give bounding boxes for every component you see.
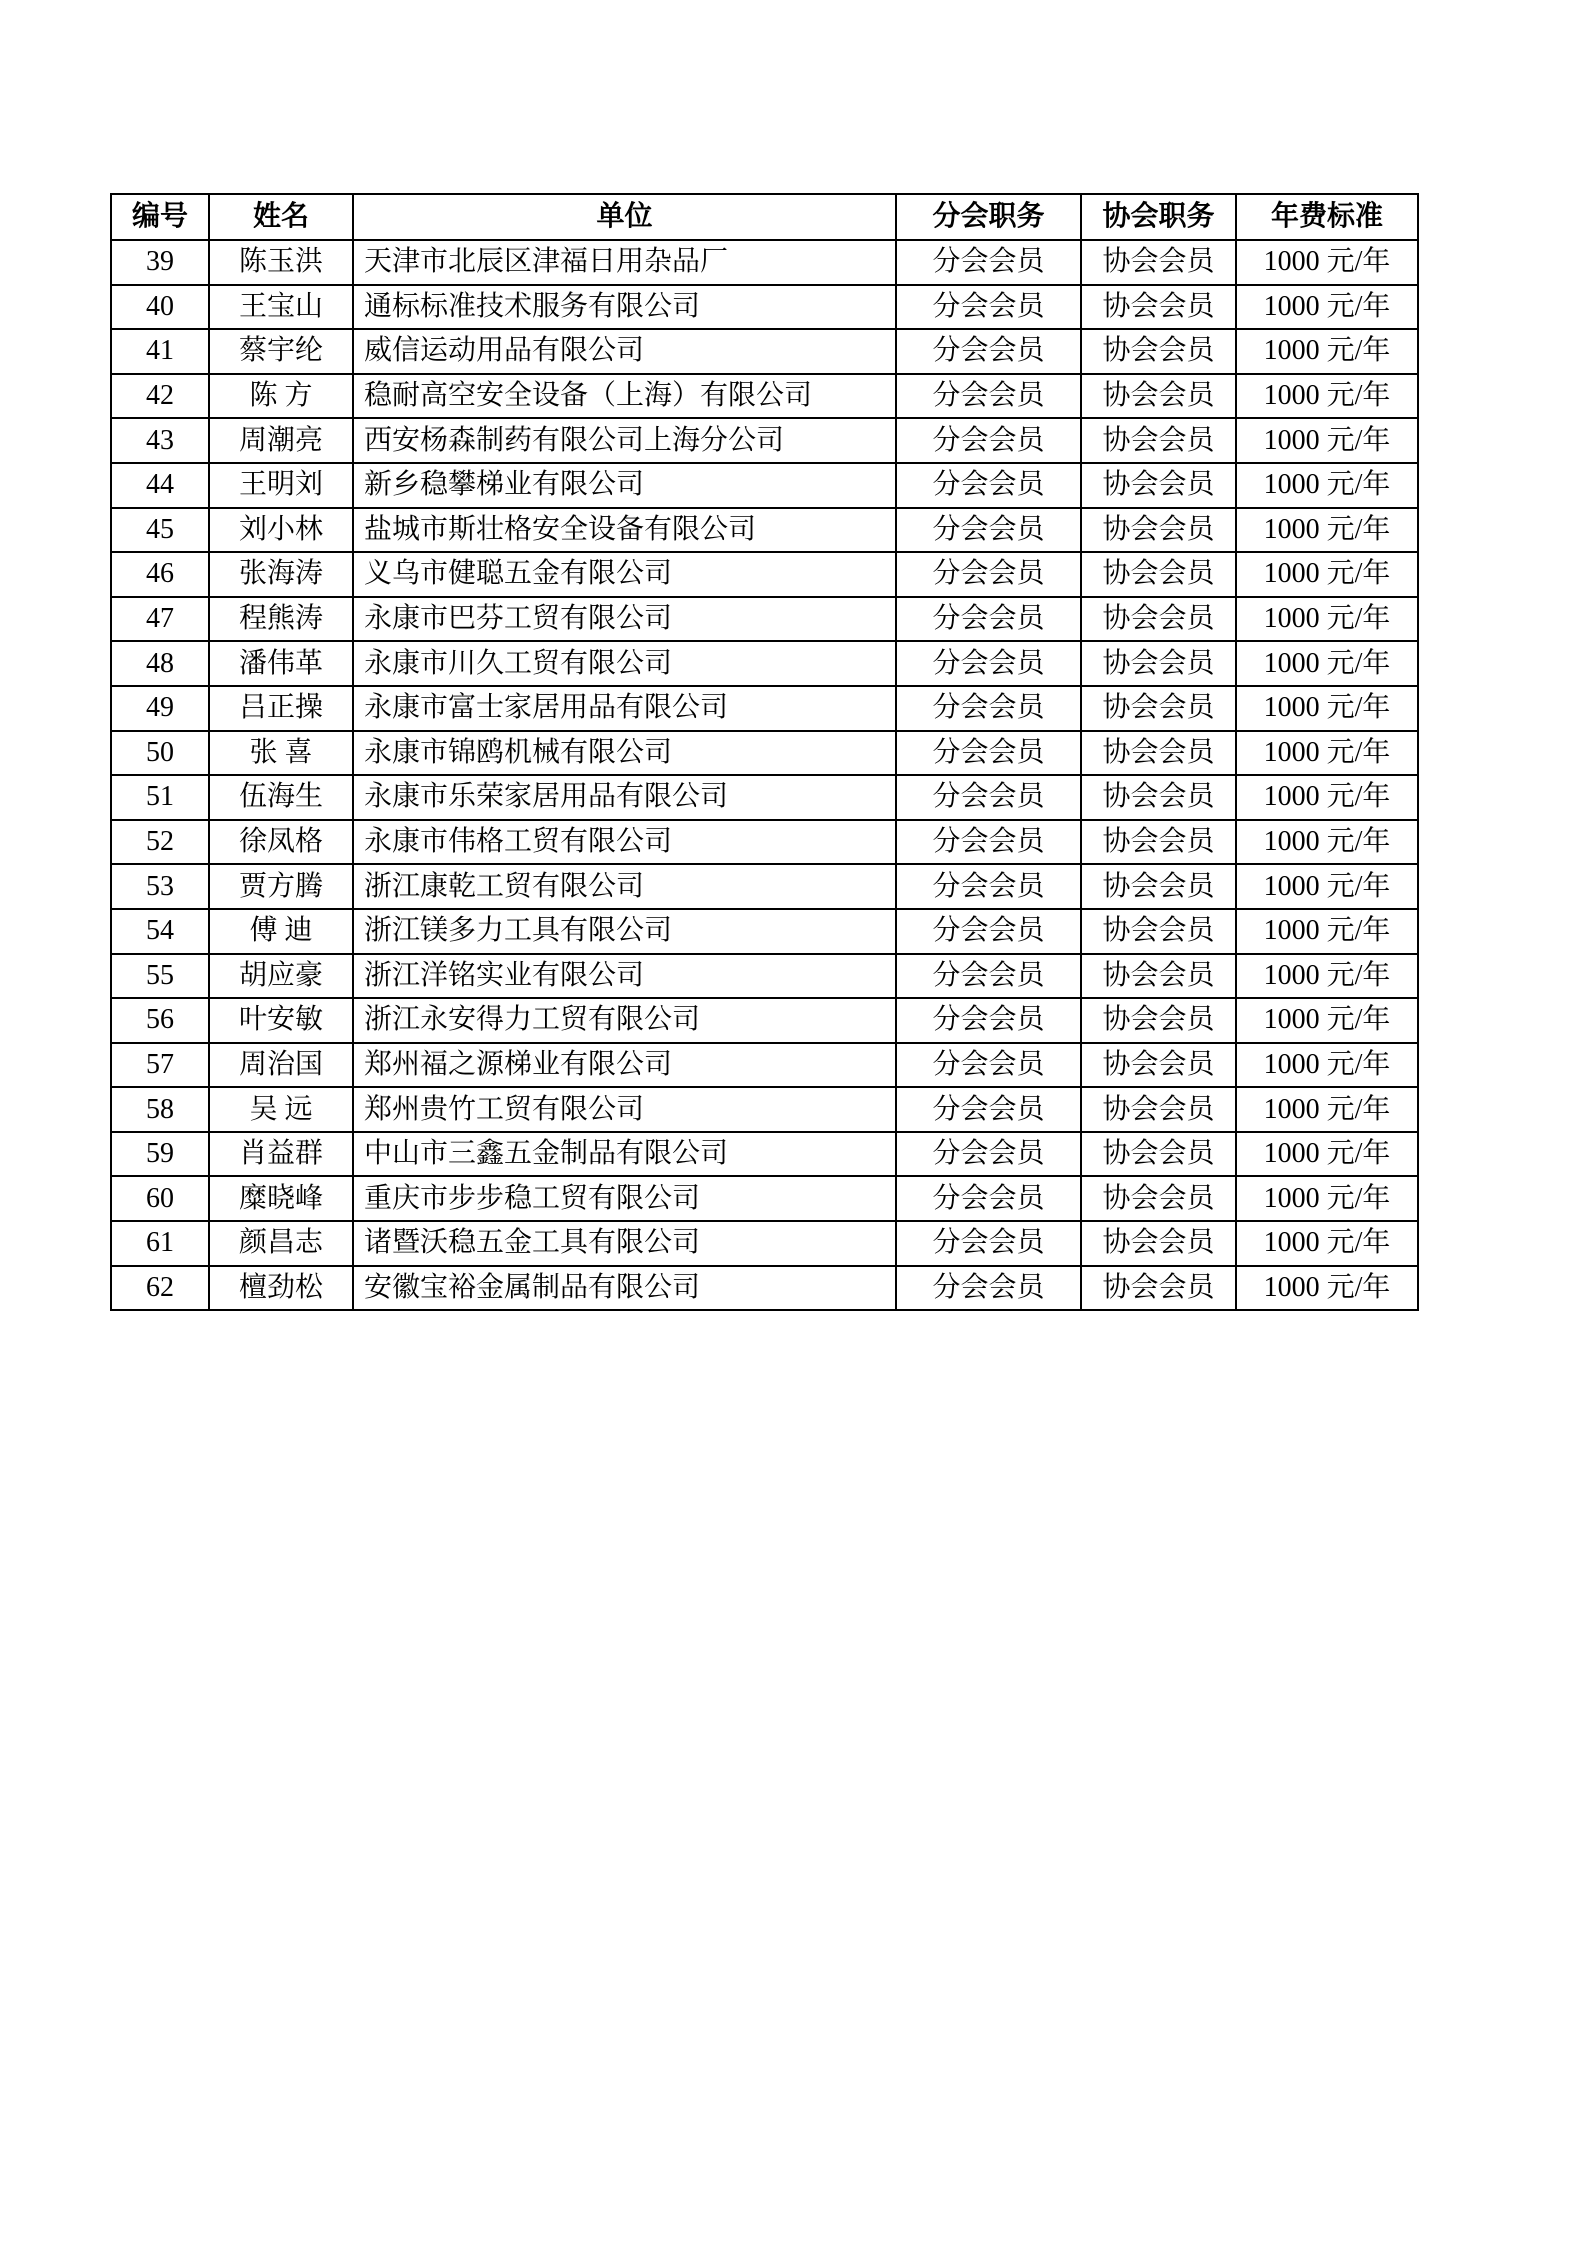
cell-branch-role: 分会会员 xyxy=(896,597,1081,642)
cell-fee: 1000 元/年 xyxy=(1236,597,1418,642)
cell-assoc-role: 协会会员 xyxy=(1081,775,1236,820)
cell-branch-role: 分会会员 xyxy=(896,775,1081,820)
cell-fee: 1000 元/年 xyxy=(1236,285,1418,330)
cell-name: 吕正操 xyxy=(209,686,353,731)
table-row xyxy=(111,1043,1418,1088)
cell-branch-role: 分会会员 xyxy=(896,1266,1081,1311)
table-row xyxy=(111,285,1418,330)
cell-name: 陈 方 xyxy=(209,374,353,419)
cell-no: 55 xyxy=(111,954,209,999)
cell-branch-role: 分会会员 xyxy=(896,1087,1081,1132)
cell-company: 中山市三鑫五金制品有限公司 xyxy=(353,1132,896,1177)
cell-name: 张海涛 xyxy=(209,552,353,597)
cell-company: 西安杨森制药有限公司上海分公司 xyxy=(353,418,896,463)
cell-no: 51 xyxy=(111,775,209,820)
cell-fee: 1000 元/年 xyxy=(1236,418,1418,463)
table-row xyxy=(111,1087,1418,1132)
cell-company: 重庆市步步稳工贸有限公司 xyxy=(353,1176,896,1221)
cell-no: 49 xyxy=(111,686,209,731)
cell-fee: 1000 元/年 xyxy=(1236,954,1418,999)
cell-assoc-role: 协会会员 xyxy=(1081,285,1236,330)
cell-assoc-role: 协会会员 xyxy=(1081,998,1236,1043)
cell-branch-role: 分会会员 xyxy=(896,731,1081,776)
cell-no: 46 xyxy=(111,552,209,597)
cell-name: 王明刘 xyxy=(209,463,353,508)
table-row xyxy=(111,508,1418,553)
cell-assoc-role: 协会会员 xyxy=(1081,240,1236,285)
cell-name: 糜晓峰 xyxy=(209,1176,353,1221)
cell-branch-role: 分会会员 xyxy=(896,552,1081,597)
cell-company: 永康市锦鸥机械有限公司 xyxy=(353,731,896,776)
header-fee: 年费标准 xyxy=(1236,194,1418,240)
table-row xyxy=(111,1132,1418,1177)
cell-company: 浙江镁多力工具有限公司 xyxy=(353,909,896,954)
cell-company: 永康市伟格工贸有限公司 xyxy=(353,820,896,865)
cell-name: 肖益群 xyxy=(209,1132,353,1177)
cell-fee: 1000 元/年 xyxy=(1236,1221,1418,1266)
cell-fee: 1000 元/年 xyxy=(1236,909,1418,954)
cell-name: 胡应豪 xyxy=(209,954,353,999)
cell-name: 蔡宇纶 xyxy=(209,329,353,374)
cell-name: 檀劲松 xyxy=(209,1266,353,1311)
table-row xyxy=(111,686,1418,731)
cell-branch-role: 分会会员 xyxy=(896,329,1081,374)
cell-assoc-role: 协会会员 xyxy=(1081,731,1236,776)
cell-assoc-role: 协会会员 xyxy=(1081,1221,1236,1266)
cell-no: 62 xyxy=(111,1266,209,1311)
cell-name: 程熊涛 xyxy=(209,597,353,642)
cell-no: 43 xyxy=(111,418,209,463)
cell-fee: 1000 元/年 xyxy=(1236,775,1418,820)
table-row xyxy=(111,1266,1418,1311)
cell-assoc-role: 协会会员 xyxy=(1081,329,1236,374)
cell-company: 永康市川久工贸有限公司 xyxy=(353,641,896,686)
cell-branch-role: 分会会员 xyxy=(896,374,1081,419)
cell-branch-role: 分会会员 xyxy=(896,418,1081,463)
table-row xyxy=(111,374,1418,419)
cell-fee: 1000 元/年 xyxy=(1236,552,1418,597)
cell-branch-role: 分会会员 xyxy=(896,820,1081,865)
table-row xyxy=(111,418,1418,463)
cell-fee: 1000 元/年 xyxy=(1236,1176,1418,1221)
cell-company: 永康市乐荣家居用品有限公司 xyxy=(353,775,896,820)
cell-name: 吴 远 xyxy=(209,1087,353,1132)
cell-company: 浙江康乾工贸有限公司 xyxy=(353,864,896,909)
cell-fee: 1000 元/年 xyxy=(1236,998,1418,1043)
table-row xyxy=(111,240,1418,285)
cell-branch-role: 分会会员 xyxy=(896,1132,1081,1177)
cell-no: 59 xyxy=(111,1132,209,1177)
table-row xyxy=(111,909,1418,954)
table-row xyxy=(111,775,1418,820)
cell-branch-role: 分会会员 xyxy=(896,285,1081,330)
cell-no: 50 xyxy=(111,731,209,776)
cell-branch-role: 分会会员 xyxy=(896,909,1081,954)
cell-company: 天津市北辰区津福日用杂品厂 xyxy=(353,240,896,285)
cell-assoc-role: 协会会员 xyxy=(1081,1043,1236,1088)
cell-no: 61 xyxy=(111,1221,209,1266)
cell-company: 稳耐高空安全设备（上海）有限公司 xyxy=(353,374,896,419)
cell-company: 新乡稳攀梯业有限公司 xyxy=(353,463,896,508)
cell-assoc-role: 协会会员 xyxy=(1081,686,1236,731)
cell-name: 张 喜 xyxy=(209,731,353,776)
cell-name: 颜昌志 xyxy=(209,1221,353,1266)
cell-assoc-role: 协会会员 xyxy=(1081,641,1236,686)
cell-fee: 1000 元/年 xyxy=(1236,731,1418,776)
cell-company: 诸暨沃稳五金工具有限公司 xyxy=(353,1221,896,1266)
cell-branch-role: 分会会员 xyxy=(896,1043,1081,1088)
table-body xyxy=(111,240,1418,1310)
table-header xyxy=(111,194,1418,240)
table-row xyxy=(111,954,1418,999)
cell-company: 浙江永安得力工贸有限公司 xyxy=(353,998,896,1043)
cell-name: 周治国 xyxy=(209,1043,353,1088)
cell-assoc-role: 协会会员 xyxy=(1081,1176,1236,1221)
cell-company: 永康市富士家居用品有限公司 xyxy=(353,686,896,731)
table-row xyxy=(111,641,1418,686)
table-row xyxy=(111,1221,1418,1266)
header-assoc-role: 协会职务 xyxy=(1081,194,1236,240)
cell-assoc-role: 协会会员 xyxy=(1081,463,1236,508)
cell-branch-role: 分会会员 xyxy=(896,463,1081,508)
table-row xyxy=(111,329,1418,374)
cell-name: 伍海生 xyxy=(209,775,353,820)
cell-name: 周潮亮 xyxy=(209,418,353,463)
cell-assoc-role: 协会会员 xyxy=(1081,864,1236,909)
cell-company: 郑州贵竹工贸有限公司 xyxy=(353,1087,896,1132)
cell-fee: 1000 元/年 xyxy=(1236,1266,1418,1311)
cell-name: 傅 迪 xyxy=(209,909,353,954)
cell-assoc-role: 协会会员 xyxy=(1081,954,1236,999)
cell-company: 郑州福之源梯业有限公司 xyxy=(353,1043,896,1088)
cell-no: 56 xyxy=(111,998,209,1043)
cell-no: 40 xyxy=(111,285,209,330)
cell-assoc-role: 协会会员 xyxy=(1081,597,1236,642)
cell-assoc-role: 协会会员 xyxy=(1081,374,1236,419)
cell-branch-role: 分会会员 xyxy=(896,1221,1081,1266)
cell-fee: 1000 元/年 xyxy=(1236,820,1418,865)
cell-no: 54 xyxy=(111,909,209,954)
cell-branch-role: 分会会员 xyxy=(896,240,1081,285)
cell-name: 徐凤格 xyxy=(209,820,353,865)
cell-fee: 1000 元/年 xyxy=(1236,374,1418,419)
cell-company: 盐城市斯壮格安全设备有限公司 xyxy=(353,508,896,553)
header-name: 姓名 xyxy=(209,194,353,240)
cell-branch-role: 分会会员 xyxy=(896,508,1081,553)
cell-assoc-role: 协会会员 xyxy=(1081,552,1236,597)
cell-no: 41 xyxy=(111,329,209,374)
cell-no: 60 xyxy=(111,1176,209,1221)
cell-fee: 1000 元/年 xyxy=(1236,240,1418,285)
cell-assoc-role: 协会会员 xyxy=(1081,1087,1236,1132)
table-row xyxy=(111,820,1418,865)
cell-branch-role: 分会会员 xyxy=(896,954,1081,999)
cell-assoc-role: 协会会员 xyxy=(1081,1266,1236,1311)
header-row xyxy=(111,194,1418,240)
cell-no: 42 xyxy=(111,374,209,419)
table-row xyxy=(111,463,1418,508)
cell-no: 58 xyxy=(111,1087,209,1132)
cell-branch-role: 分会会员 xyxy=(896,998,1081,1043)
cell-fee: 1000 元/年 xyxy=(1236,508,1418,553)
cell-name: 刘小林 xyxy=(209,508,353,553)
cell-name: 陈玉洪 xyxy=(209,240,353,285)
cell-branch-role: 分会会员 xyxy=(896,864,1081,909)
cell-no: 48 xyxy=(111,641,209,686)
table-row xyxy=(111,731,1418,776)
cell-branch-role: 分会会员 xyxy=(896,1176,1081,1221)
table-row xyxy=(111,597,1418,642)
cell-assoc-role: 协会会员 xyxy=(1081,418,1236,463)
cell-branch-role: 分会会员 xyxy=(896,641,1081,686)
cell-name: 叶安敏 xyxy=(209,998,353,1043)
cell-name: 王宝山 xyxy=(209,285,353,330)
cell-no: 45 xyxy=(111,508,209,553)
cell-fee: 1000 元/年 xyxy=(1236,1043,1418,1088)
cell-no: 44 xyxy=(111,463,209,508)
cell-company: 永康市巴芬工贸有限公司 xyxy=(353,597,896,642)
cell-fee: 1000 元/年 xyxy=(1236,1087,1418,1132)
cell-assoc-role: 协会会员 xyxy=(1081,909,1236,954)
cell-company: 义乌市健聪五金有限公司 xyxy=(353,552,896,597)
cell-fee: 1000 元/年 xyxy=(1236,641,1418,686)
header-branch-role: 分会职务 xyxy=(896,194,1081,240)
cell-fee: 1000 元/年 xyxy=(1236,864,1418,909)
cell-name: 潘伟革 xyxy=(209,641,353,686)
cell-no: 53 xyxy=(111,864,209,909)
cell-no: 57 xyxy=(111,1043,209,1088)
cell-no: 47 xyxy=(111,597,209,642)
table-row xyxy=(111,998,1418,1043)
cell-company: 威信运动用品有限公司 xyxy=(353,329,896,374)
header-no: 编号 xyxy=(111,194,209,240)
cell-branch-role: 分会会员 xyxy=(896,686,1081,731)
table-row xyxy=(111,552,1418,597)
cell-assoc-role: 协会会员 xyxy=(1081,1132,1236,1177)
cell-fee: 1000 元/年 xyxy=(1236,329,1418,374)
cell-no: 52 xyxy=(111,820,209,865)
cell-company: 浙江洋铭实业有限公司 xyxy=(353,954,896,999)
cell-name: 贾方腾 xyxy=(209,864,353,909)
cell-no: 39 xyxy=(111,240,209,285)
header-company: 单位 xyxy=(353,194,896,240)
cell-company: 通标标准技术服务有限公司 xyxy=(353,285,896,330)
cell-fee: 1000 元/年 xyxy=(1236,463,1418,508)
table-row xyxy=(111,1176,1418,1221)
table-row xyxy=(111,864,1418,909)
cell-assoc-role: 协会会员 xyxy=(1081,820,1236,865)
cell-assoc-role: 协会会员 xyxy=(1081,508,1236,553)
cell-company: 安徽宝裕金属制品有限公司 xyxy=(353,1266,896,1311)
membership-table xyxy=(110,193,1419,1311)
cell-fee: 1000 元/年 xyxy=(1236,1132,1418,1177)
cell-fee: 1000 元/年 xyxy=(1236,686,1418,731)
